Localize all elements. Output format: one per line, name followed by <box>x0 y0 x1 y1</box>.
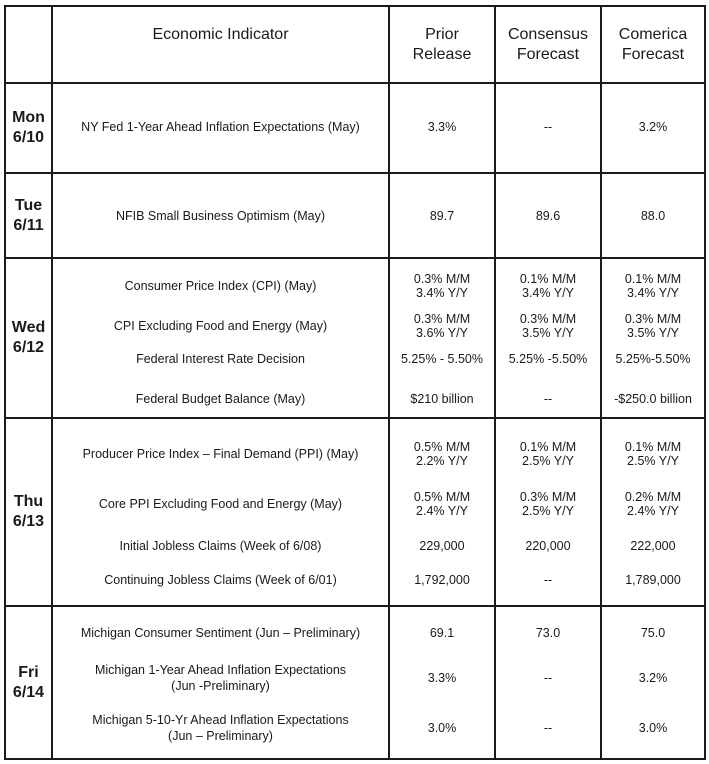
indicator-value: 0.3% M/M <box>413 312 471 326</box>
indicator-value: 89.6 <box>535 209 561 223</box>
day-label-tue <box>6 174 51 257</box>
indicator-value: 220,000 <box>525 539 571 553</box>
indicator-value: 2.5% Y/Y <box>522 454 574 468</box>
day-date: 6/13 <box>12 513 45 530</box>
indicator-value: 69.1 <box>429 626 455 640</box>
indicator-value: 1,789,000 <box>625 573 681 587</box>
indicator-value: 2.5% Y/Y <box>522 504 574 518</box>
cell-prior <box>390 434 494 474</box>
day-name: Thu <box>13 493 44 510</box>
cell-comerica <box>602 658 704 698</box>
indicator-value: 5.25% -5.50% <box>508 352 588 366</box>
indicator-name: CPI Excluding Food and Energy (May) <box>113 319 328 333</box>
economic-calendar-table <box>4 5 706 760</box>
indicator-value: 2.5% Y/Y <box>627 454 679 468</box>
indicator-value: 1,792,000 <box>414 573 470 587</box>
cell-consensus <box>496 196 600 236</box>
indicator-name: Initial Jobless Claims (Week of 6/08) <box>119 539 322 553</box>
day-label-thu <box>6 419 51 605</box>
indicator-value: 3.5% Y/Y <box>522 326 574 340</box>
cell-comerica <box>602 107 704 147</box>
cell-comerica <box>602 708 704 748</box>
indicator-name: Core PPI Excluding Food and Energy (May) <box>98 497 343 511</box>
indicator-value: 3.2% <box>638 671 668 685</box>
cell-prior <box>390 196 494 236</box>
day-label-mon <box>6 84 51 172</box>
cell-consensus <box>496 379 600 419</box>
indicator-value: 2.4% Y/Y <box>416 504 468 518</box>
indicator-value: 3.4% Y/Y <box>627 286 679 300</box>
indicator-name: Producer Price Index – Final Demand (PPI) (May) <box>82 447 359 461</box>
indicator-value: 0.3% M/M <box>519 490 577 504</box>
cell-indicator <box>53 560 388 600</box>
header-prior <box>390 7 494 82</box>
cell-indicator <box>53 339 388 379</box>
indicator-name: Federal Budget Balance (May) <box>135 392 306 406</box>
header-prior-line2: Release <box>412 45 472 63</box>
indicator-value: 2.4% Y/Y <box>627 504 679 518</box>
cell-consensus <box>496 484 600 524</box>
row-divider <box>6 605 704 607</box>
cell-indicator <box>53 708 388 748</box>
cell-comerica <box>602 266 704 306</box>
indicator-name: (Jun -Preliminary) <box>171 679 270 693</box>
indicator-value: 3.0% <box>427 721 457 735</box>
cell-consensus <box>496 658 600 698</box>
cell-consensus <box>496 339 600 379</box>
indicator-value: 73.0 <box>535 626 561 640</box>
day-label-fri <box>6 607 51 758</box>
indicator-name: Michigan 5-10-Yr Ahead Inflation Expectations <box>92 713 349 727</box>
indicator-value: 3.3% <box>427 120 457 134</box>
day-name: Wed <box>11 319 46 336</box>
indicator-value: -- <box>543 392 553 406</box>
indicator-value: 3.5% Y/Y <box>627 326 679 340</box>
cell-consensus <box>496 107 600 147</box>
indicator-value: 3.2% <box>638 120 668 134</box>
cell-prior <box>390 708 494 748</box>
header-comerica-line1: Comerica <box>618 25 688 43</box>
day-date: 6/11 <box>13 216 44 234</box>
header-indicator-text: Economic Indicator <box>152 25 289 43</box>
cell-consensus <box>496 266 600 306</box>
cell-comerica <box>602 339 704 379</box>
cell-prior <box>390 107 494 147</box>
indicator-value: 0.1% M/M <box>624 272 682 286</box>
cell-comerica <box>602 560 704 600</box>
cell-prior <box>390 560 494 600</box>
indicator-value: 0.1% M/M <box>519 440 577 454</box>
cell-indicator <box>53 484 388 524</box>
header-prior-line1: Prior <box>425 25 459 43</box>
header-indicator <box>53 7 388 62</box>
indicator-name: NY Fed 1-Year Ahead Inflation Expectations (May) <box>81 120 360 134</box>
indicator-value: 229,000 <box>419 539 465 553</box>
day-name: Tue <box>14 196 43 214</box>
indicator-value: 3.3% <box>427 671 457 685</box>
day-date: 6/12 <box>12 339 45 356</box>
cell-consensus <box>496 560 600 600</box>
indicator-value: 3.0% <box>638 721 668 735</box>
cell-consensus <box>496 434 600 474</box>
indicator-value: 3.4% Y/Y <box>522 286 574 300</box>
indicator-name: Michigan Consumer Sentiment (Jun – Preliminary) <box>80 626 361 640</box>
cell-indicator <box>53 658 388 698</box>
indicator-value: 0.1% M/M <box>519 272 577 286</box>
indicator-value: 0.3% M/M <box>624 312 682 326</box>
indicator-value: 222,000 <box>630 539 676 553</box>
header-consensus-line1: Consensus <box>507 25 589 43</box>
header-comerica-line2: Forecast <box>621 45 685 63</box>
row-divider <box>6 257 704 259</box>
cell-prior <box>390 658 494 698</box>
cell-indicator <box>53 266 388 306</box>
cell-prior <box>390 379 494 419</box>
indicator-name: (Jun – Preliminary) <box>168 729 273 743</box>
cell-consensus <box>496 613 600 653</box>
indicator-name: Continuing Jobless Claims (Week of 6/01) <box>104 573 337 587</box>
indicator-value: 89.7 <box>429 209 455 223</box>
cell-indicator <box>53 613 388 653</box>
row-divider <box>6 82 704 84</box>
indicator-value: 2.2% Y/Y <box>416 454 468 468</box>
indicator-value: $210 billion <box>410 392 474 406</box>
cell-prior <box>390 484 494 524</box>
cell-indicator <box>53 107 388 147</box>
cell-prior <box>390 339 494 379</box>
indicator-value: 0.5% M/M <box>413 440 471 454</box>
cell-comerica <box>602 196 704 236</box>
indicator-name: NFIB Small Business Optimism (May) <box>115 209 326 223</box>
indicator-value: 0.3% M/M <box>519 312 577 326</box>
indicator-value: -- <box>543 573 553 587</box>
indicator-value: 0.5% M/M <box>413 490 471 504</box>
indicator-name: Michigan 1-Year Ahead Inflation Expectations <box>94 663 347 677</box>
day-name: Fri <box>18 663 39 681</box>
indicator-value: 3.6% Y/Y <box>416 326 468 340</box>
cell-comerica <box>602 484 704 524</box>
indicator-name: Consumer Price Index (CPI) (May) <box>124 279 317 293</box>
indicator-value: -$250.0 billion <box>614 392 692 406</box>
cell-indicator <box>53 196 388 236</box>
cell-consensus <box>496 708 600 748</box>
cell-comerica <box>602 613 704 653</box>
cell-indicator <box>53 379 388 419</box>
indicator-value: -- <box>543 721 553 735</box>
indicator-name: Federal Interest Rate Decision <box>136 352 305 366</box>
day-date: 6/10 <box>12 129 45 146</box>
cell-indicator <box>53 434 388 474</box>
day-label-wed <box>6 259 51 417</box>
indicator-value: 0.3% M/M <box>413 272 471 286</box>
indicator-value: 5.25% - 5.50% <box>401 352 483 366</box>
day-date: 6/14 <box>12 683 45 701</box>
cell-prior <box>390 613 494 653</box>
indicator-value: 0.2% M/M <box>624 490 682 504</box>
cell-comerica <box>602 379 704 419</box>
cell-prior <box>390 266 494 306</box>
indicator-value: 75.0 <box>640 626 666 640</box>
indicator-value: 88.0 <box>640 209 666 223</box>
header-consensus-line2: Forecast <box>516 45 580 63</box>
indicator-value: 0.1% M/M <box>624 440 682 454</box>
indicator-value: 3.4% Y/Y <box>416 286 468 300</box>
cell-comerica <box>602 434 704 474</box>
indicator-value: -- <box>543 671 553 685</box>
header-consensus <box>496 7 600 82</box>
header-comerica <box>602 7 704 82</box>
indicator-value: -- <box>543 120 553 134</box>
indicator-value: 5.25%-5.50% <box>615 352 691 366</box>
row-divider <box>6 172 704 174</box>
day-name: Mon <box>12 109 45 126</box>
